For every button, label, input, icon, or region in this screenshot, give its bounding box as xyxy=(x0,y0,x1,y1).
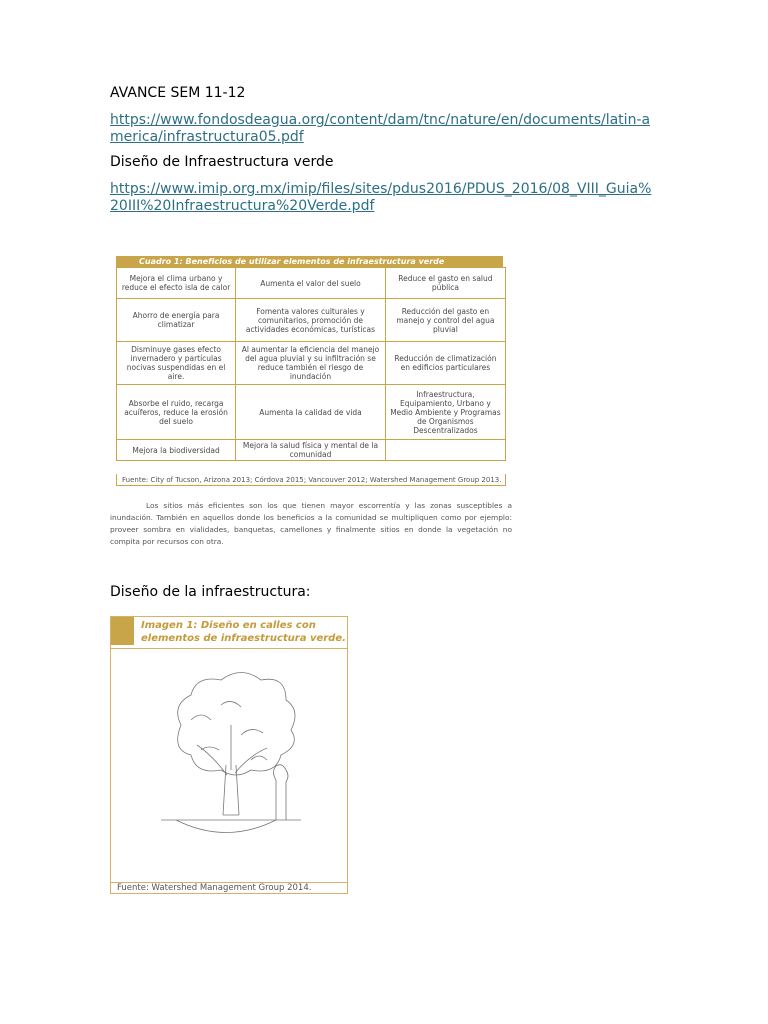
figure-title: Imagen 1: Diseño en calles con elementos de infraestructura verde. xyxy=(141,620,346,644)
table-cell: Mejora la salud física y mental de la comunidad xyxy=(236,440,386,461)
table-row xyxy=(117,385,506,440)
table-cell: Mejora la biodiversidad xyxy=(117,440,236,461)
reference-link-1[interactable]: https://www.fondosdeagua.org/content/dam/tnc/nature/en/documents/latin-america/infrastructura05.pdf xyxy=(110,112,651,145)
table-cell: Fomenta valores culturales y comunitarios, promoción de actividades económicas, turísticas xyxy=(236,299,386,342)
table-cell: Reducción de climatización en edificios particulares xyxy=(385,342,505,385)
body-paragraph: Los sitios más eficientes son los que tienen mayor escorrentía y las zonas susceptibles a inundación. También en aquellos donde los beneficios a la comunidad se multipliquen como por ejemplo: proveer sombra en vialidades, banquetas, camellones y finalmente sitios en donde la vegetación no compita por recursos con otra. xyxy=(110,501,512,546)
table-cell: Reduce el gasto en salud pública xyxy=(385,268,505,299)
table-row xyxy=(117,342,506,385)
table-cell: Al aumentar la eficiencia del manejo del agua pluvial y su infiltración se reduce también el riesgo de inundación xyxy=(236,342,386,385)
table-cell: Aumenta la calidad de vida xyxy=(236,385,386,440)
tree-illustration xyxy=(151,665,311,875)
table-cell xyxy=(385,440,505,461)
table-cell: Aumenta el valor del suelo xyxy=(236,268,386,299)
table-row xyxy=(117,299,506,342)
figure-tab xyxy=(111,617,134,645)
figure-source: Fuente: Watershed Management Group 2014. xyxy=(117,883,312,893)
table-cell: Ahorro de energía para climatizar xyxy=(117,299,236,342)
section-title-infrastructure-design: Diseño de la infraestructura: xyxy=(110,584,311,600)
table-cell: Disminuye gases efecto invernadero y partículas nocivas suspendidas en el aire. xyxy=(117,342,236,385)
section-title-green-infrastructure: Diseño de Infraestructura verde xyxy=(110,154,334,170)
table-row xyxy=(117,268,506,299)
table-source: Fuente: City of Tucson, Arizona 2013; Córdova 2015; Vancouver 2012; Watershed Management Group 2013. xyxy=(116,474,506,486)
table-caption: Cuadro 1: Beneficios de utilizar elementos de infraestructura verde xyxy=(116,256,503,267)
table-row xyxy=(117,440,506,461)
table-cell: Absorbe el ruido, recarga acuíferos, reduce la erosión del suelo xyxy=(117,385,236,440)
figure-divider xyxy=(111,648,347,649)
page-heading: AVANCE SEM 11-12 xyxy=(110,85,246,101)
table-cell: Mejora el clima urbano y reduce el efecto isla de calor xyxy=(117,268,236,299)
table-cell: Reducción del gasto en manejo y control del agua pluvial xyxy=(385,299,505,342)
table-cell: Infraestructura, Equipamiento, Urbano y Medio Ambiente y Programas de Organismos Descentralizados xyxy=(385,385,505,440)
benefits-table xyxy=(116,267,506,461)
street-design-figure xyxy=(110,616,348,894)
reference-link-2[interactable]: https://www.imip.org.mx/imip/files/sites/pdus2016/PDUS_2016/08_VIII_Guia%20III%20Infraestructura%20Verde.pdf xyxy=(110,181,652,214)
